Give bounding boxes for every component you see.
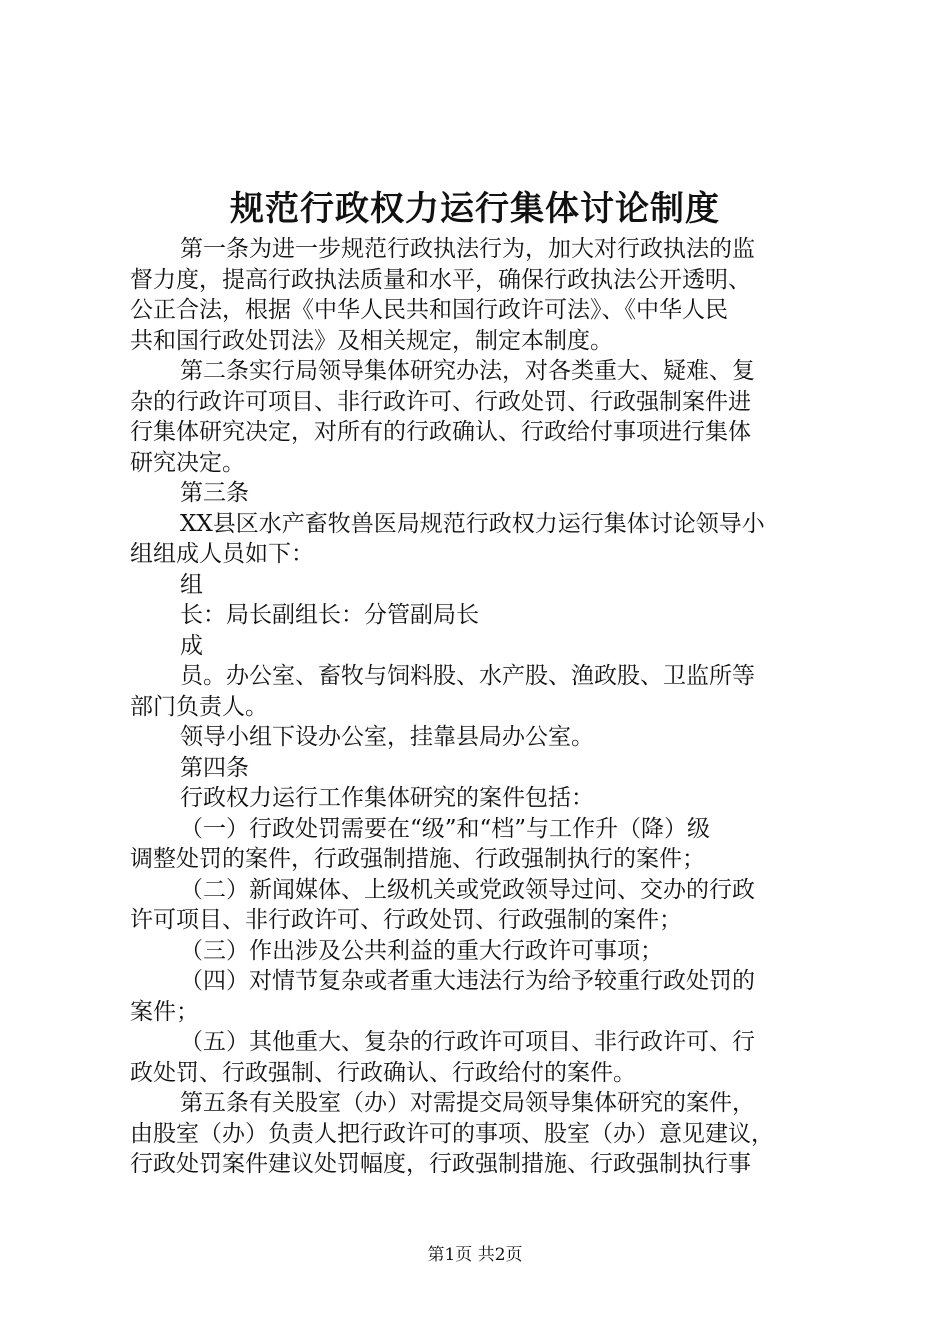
text-line: 第三条 [180, 480, 249, 506]
text-line: 由股室（办）负责人把行政许可的事项、股室（办）意见建议， [130, 1120, 774, 1147]
text-line: 领导小组下设办公室，挂靠县局办公室。 [180, 724, 594, 750]
text-line: 公正合法，根据《中华人民共和国行政许可法》、《中华人民 [130, 297, 728, 323]
text-line: （一）行政处罚需要在“级”和“档”与工作升（降）级 [180, 815, 711, 842]
text-line: 员。办公室、畜牧与饲料股、水产股、渔政股、卫监所等 [180, 663, 755, 689]
text-line: （三）作出涉及公共利益的重大行政许可事项； [180, 937, 663, 964]
page-footer: 第1页 共2页 [427, 1245, 523, 1265]
text-line: 第五条有关股室（办）对需提交局领导集体研究的案件， [180, 1090, 755, 1116]
text-line: 行政处罚案件建议处罚幅度，行政强制措施、行政强制执行事 [130, 1151, 751, 1177]
text-line: 共和国行政处罚法》及相关规定，制定本制度。 [130, 327, 613, 354]
text-line: 研究决定。 [130, 449, 245, 476]
text-line: 行集体研究决定，对所有的行政确认、行政给付事项进行集体 [130, 419, 751, 445]
text-line: （五）其他重大、复杂的行政许可项目、非行政许可、行 [180, 1029, 755, 1055]
text-line: 政处罚、行政强制、行政确认、行政给付的案件。 [130, 1059, 636, 1086]
text-line: 行政权力运行工作集体研究的案件包括： [180, 785, 594, 811]
text-line: 第二条实行局领导集体研究办法，对各类重大、疑难、复 [180, 358, 755, 384]
text-line: 成 [180, 632, 203, 659]
text-line: XX县区水产畜牧兽医局规范行政权力运行集体讨论领导小 [180, 510, 765, 537]
document-title: 规范行政权力运行集体讨论制度 [230, 189, 720, 229]
text-line: 许可项目、非行政许可、行政处罚、行政强制的案件； [130, 907, 682, 933]
text-line: （二）新闻媒体、上级机关或党政领导过问、交办的行政 [180, 876, 755, 903]
text-line: 杂的行政许可项目、非行政许可、行政处罚、行政强制案件进 [130, 388, 751, 415]
text-line: （四）对情节复杂或者重大违法行为给予较重行政处罚的 [180, 968, 755, 994]
text-line: 第一条为进一步规范行政执法行为，加大对行政执法的监 [180, 236, 755, 262]
text-line: 部门负责人。 [130, 693, 268, 720]
document-body [130, 234, 840, 1180]
text-line: 调整处罚的案件，行政强制措施、行政强制执行的案件； [130, 846, 705, 872]
text-line: 督力度，提高行政执法质量和水平，确保行政执法公开透明、 [130, 266, 751, 293]
text-line: 案件； [130, 998, 199, 1025]
text-line: 长：局长副组长：分管副局长 [180, 602, 479, 628]
text-line: 组 [180, 571, 203, 598]
text-line: 组组成人员如下： [130, 541, 314, 567]
text-line: 第四条 [180, 754, 249, 781]
